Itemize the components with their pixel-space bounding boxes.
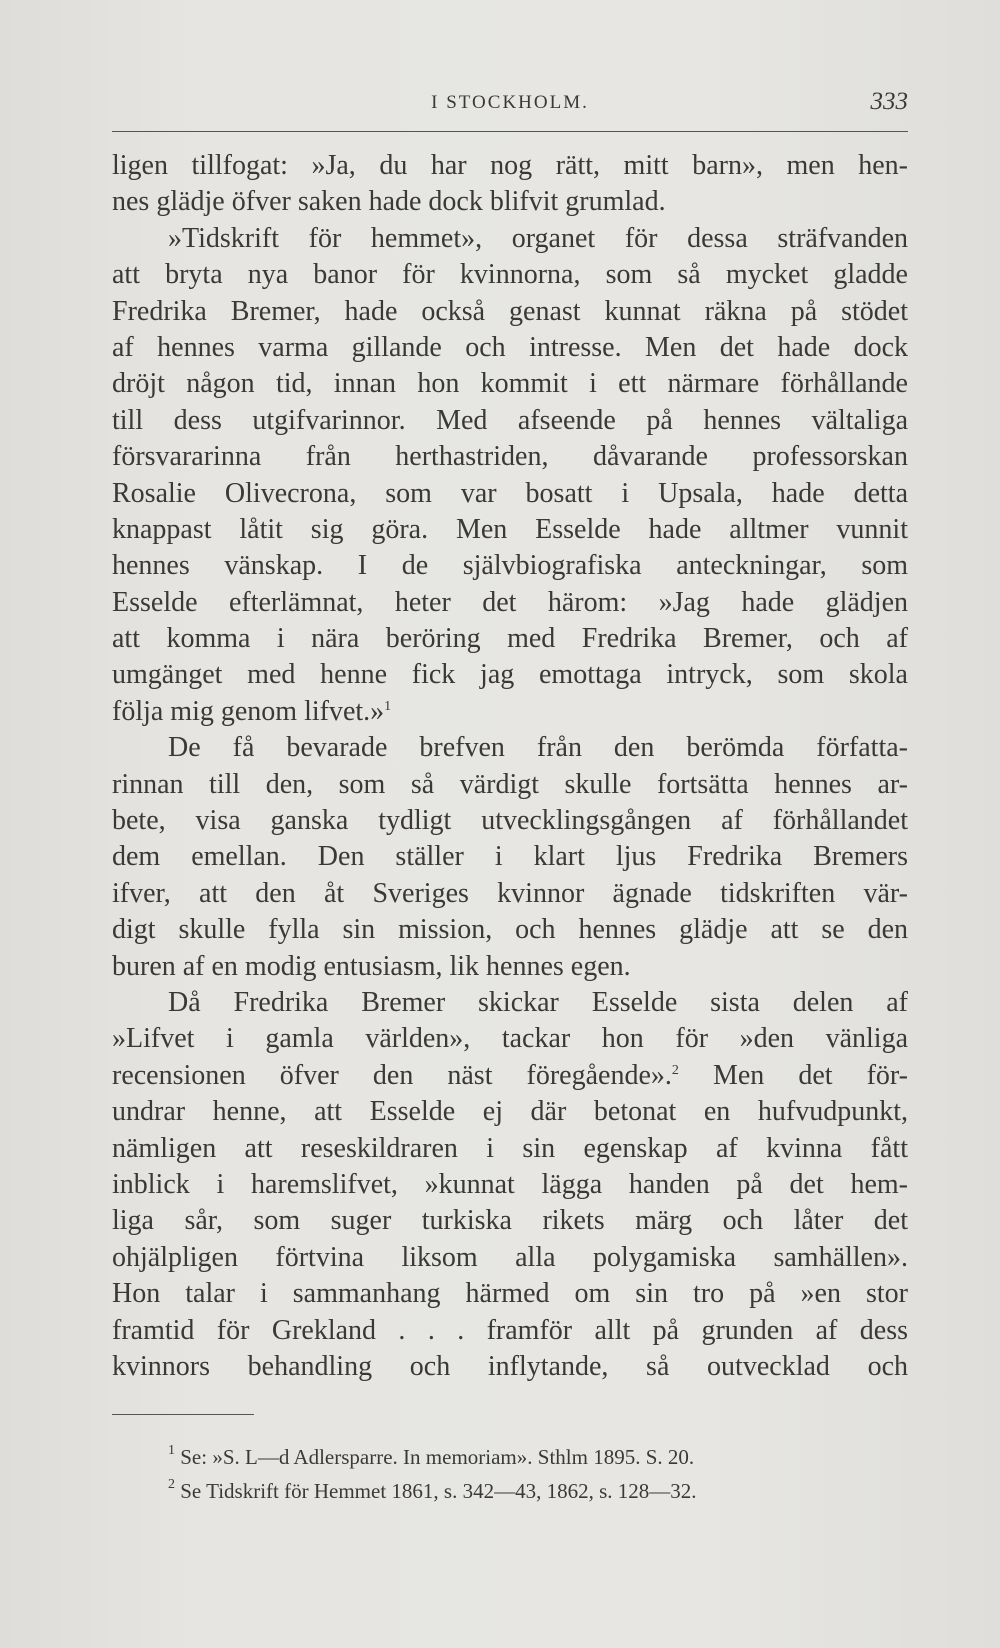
text-line: framtid för Grekland . . . framför allt på grunden af dess: [112, 1314, 908, 1346]
footnote-text: Se Tidskrift för Hemmet 1861, s. 342—43, 1862, s. 128—32.: [180, 1479, 697, 1503]
text-line: umgänget med henne fick jag emottaga intryck, som skola: [112, 659, 908, 691]
footnote-2: [168, 1474, 908, 1508]
text-line: nämligen att reseskildraren i sin egenskap af kvinna fått: [112, 1132, 908, 1164]
running-head: [112, 84, 908, 124]
text-line: Hon talar i sammanhang härmed om sin tro på »en stor: [112, 1278, 908, 1310]
text-line: Fredrika Bremer, hade också genast kunnat räkna på stödet: [112, 295, 908, 327]
footnotes: [168, 1440, 908, 1508]
footnote-ref-1: 1: [384, 698, 392, 714]
header-rule: [112, 131, 908, 132]
text-line: rinnan till den, som så värdigt skulle fortsätta hennes ar-: [112, 768, 908, 800]
paragraph-start-line: De få bevarade brefven från den berömda författa-: [168, 732, 908, 764]
text-line: af hennes varma gillande och intresse. Men det hade dock: [112, 331, 908, 363]
text-line: kvinnors behandling och inflytande, så outvecklad och: [112, 1350, 908, 1382]
text-line-part: recensionen öfver den näst föregående».: [112, 1059, 672, 1091]
text-line: knappast låtit sig göra. Men Esselde hade alltmer vunnit: [112, 513, 908, 545]
paragraph-start-line: Då Fredrika Bremer skickar Esselde sista delen af: [168, 986, 908, 1018]
text-line: nes glädje öfver saken hade dock blifvit grumlad.: [112, 186, 666, 218]
text-line: bete, visa ganska tydligt utvecklingsgången af förhållandet: [112, 805, 908, 837]
footnote-rule: [112, 1414, 254, 1415]
footnote-mark: 1: [168, 1443, 175, 1458]
text-line: Esselde efterlämnat, heter det härom: »Jag hade glädjen: [112, 586, 908, 618]
text-line: hennes vänskap. I de självbiografiska anteckningar, som: [112, 550, 908, 582]
text-line: dem emellan. Den ställer i klart ljus Fredrika Bremers: [112, 841, 908, 873]
page-number: 333: [870, 88, 908, 115]
text-line: att komma i nära beröring med Fredrika Bremer, och af: [112, 623, 908, 655]
text-line: buren af en modig entusiasm, lik hennes egen.: [112, 950, 631, 982]
text-line: Rosalie Olivecrona, som var bosatt i Upsala, hade detta: [112, 477, 908, 509]
text-line: till dess utgifvarinnor. Med afseende på hennes vältaliga: [112, 404, 908, 436]
paragraph-start-line: »Tidskrift för hemmet», organet för dessa sträfvanden: [168, 222, 908, 254]
text-line: »Lifvet i gamla världen», tackar hon för »den vänliga: [112, 1023, 908, 1055]
footnote-1: [168, 1440, 908, 1474]
text-line: ohjälpligen förtvina liksom alla polygamiska samhällen».: [112, 1241, 908, 1273]
text-line-part: Men det för-: [678, 1059, 908, 1091]
body-text: [112, 148, 908, 1385]
text-line: liga sår, som suger turkiska rikets märg och låter det: [112, 1205, 908, 1237]
footnote-text: Se: »S. L—d Adlersparre. In memoriam». Sthlm 1895. S. 20.: [180, 1445, 695, 1469]
text-line: att bryta nya banor för kvinnorna, som så mycket gladde: [112, 259, 908, 291]
text-line: dröjt någon tid, innan hon kommit i ett närmare förhållande: [112, 368, 908, 400]
text-line: försvararinna från herthastriden, dåvarande professorskan: [112, 441, 908, 473]
text-line-with-footnote-ref: [112, 694, 908, 730]
text-line-part: följa mig genom lifvet.»: [112, 695, 385, 727]
text-line: inblick i haremslifvet, »kunnat lägga handen på det hem-: [112, 1168, 908, 1200]
footnote-ref-2: 2: [671, 1062, 679, 1078]
text-line: digt skulle fylla sin mission, och hennes glädje att se den: [112, 914, 908, 946]
text-line-with-footnote-ref: [112, 1058, 908, 1094]
text-line: ifver, att den åt Sveriges kvinnor ägnade tidskriften vär-: [112, 877, 908, 909]
text-line: ligen tillfogat: »Ja, du har nog rätt, mitt barn», men hen-: [112, 150, 908, 181]
text-line: undrar henne, att Esselde ej där betonat en hufvudpunkt,: [112, 1096, 908, 1128]
running-head-title: I STOCKHOLM.: [431, 92, 589, 113]
footnote-mark: 2: [168, 1477, 175, 1492]
